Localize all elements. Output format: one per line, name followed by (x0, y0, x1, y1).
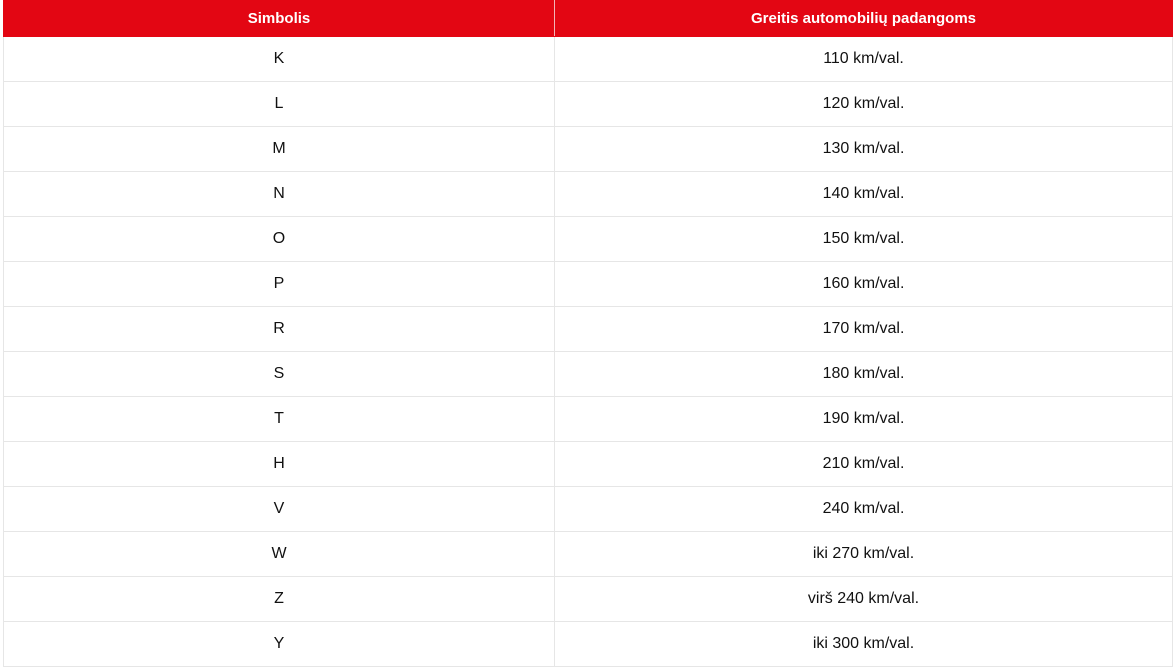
table-row (4, 172, 1173, 217)
cell-symbol: N (4, 172, 555, 217)
header-row (4, 1, 1173, 37)
table-row (4, 37, 1173, 82)
table-row (4, 127, 1173, 172)
table-body (4, 37, 1173, 667)
cell-symbol: V (4, 487, 555, 532)
cell-speed: 130 km/val. (555, 127, 1173, 172)
cell-symbol: L (4, 82, 555, 127)
cell-speed: iki 270 km/val. (555, 532, 1173, 577)
cell-symbol: M (4, 127, 555, 172)
cell-speed: 150 km/val. (555, 217, 1173, 262)
cell-symbol: R (4, 307, 555, 352)
table-row (4, 82, 1173, 127)
cell-symbol: T (4, 397, 555, 442)
cell-speed: iki 300 km/val. (555, 622, 1173, 667)
table-row (4, 577, 1173, 622)
table-row (4, 397, 1173, 442)
table-row (4, 307, 1173, 352)
table-row (4, 262, 1173, 307)
cell-speed: 160 km/val. (555, 262, 1173, 307)
speed-index-table (3, 0, 1173, 667)
header-symbol: Simbolis (4, 1, 555, 37)
cell-speed: 120 km/val. (555, 82, 1173, 127)
cell-symbol: W (4, 532, 555, 577)
table-row (4, 487, 1173, 532)
cell-speed: 190 km/val. (555, 397, 1173, 442)
table-header (4, 1, 1173, 37)
table-row (4, 442, 1173, 487)
cell-symbol: K (4, 37, 555, 82)
cell-speed: 140 km/val. (555, 172, 1173, 217)
cell-symbol: H (4, 442, 555, 487)
table-row (4, 532, 1173, 577)
cell-speed: 240 km/val. (555, 487, 1173, 532)
cell-speed: 170 km/val. (555, 307, 1173, 352)
table-row (4, 352, 1173, 397)
cell-speed: 110 km/val. (555, 37, 1173, 82)
cell-speed: 180 km/val. (555, 352, 1173, 397)
table-row (4, 217, 1173, 262)
table-row (4, 622, 1173, 667)
speed-index-table-container (3, 0, 1172, 667)
cell-symbol: Y (4, 622, 555, 667)
cell-symbol: P (4, 262, 555, 307)
header-speed: Greitis automobilių padangoms (555, 1, 1173, 37)
cell-symbol: O (4, 217, 555, 262)
cell-symbol: S (4, 352, 555, 397)
cell-symbol: Z (4, 577, 555, 622)
cell-speed: virš 240 km/val. (555, 577, 1173, 622)
cell-speed: 210 km/val. (555, 442, 1173, 487)
